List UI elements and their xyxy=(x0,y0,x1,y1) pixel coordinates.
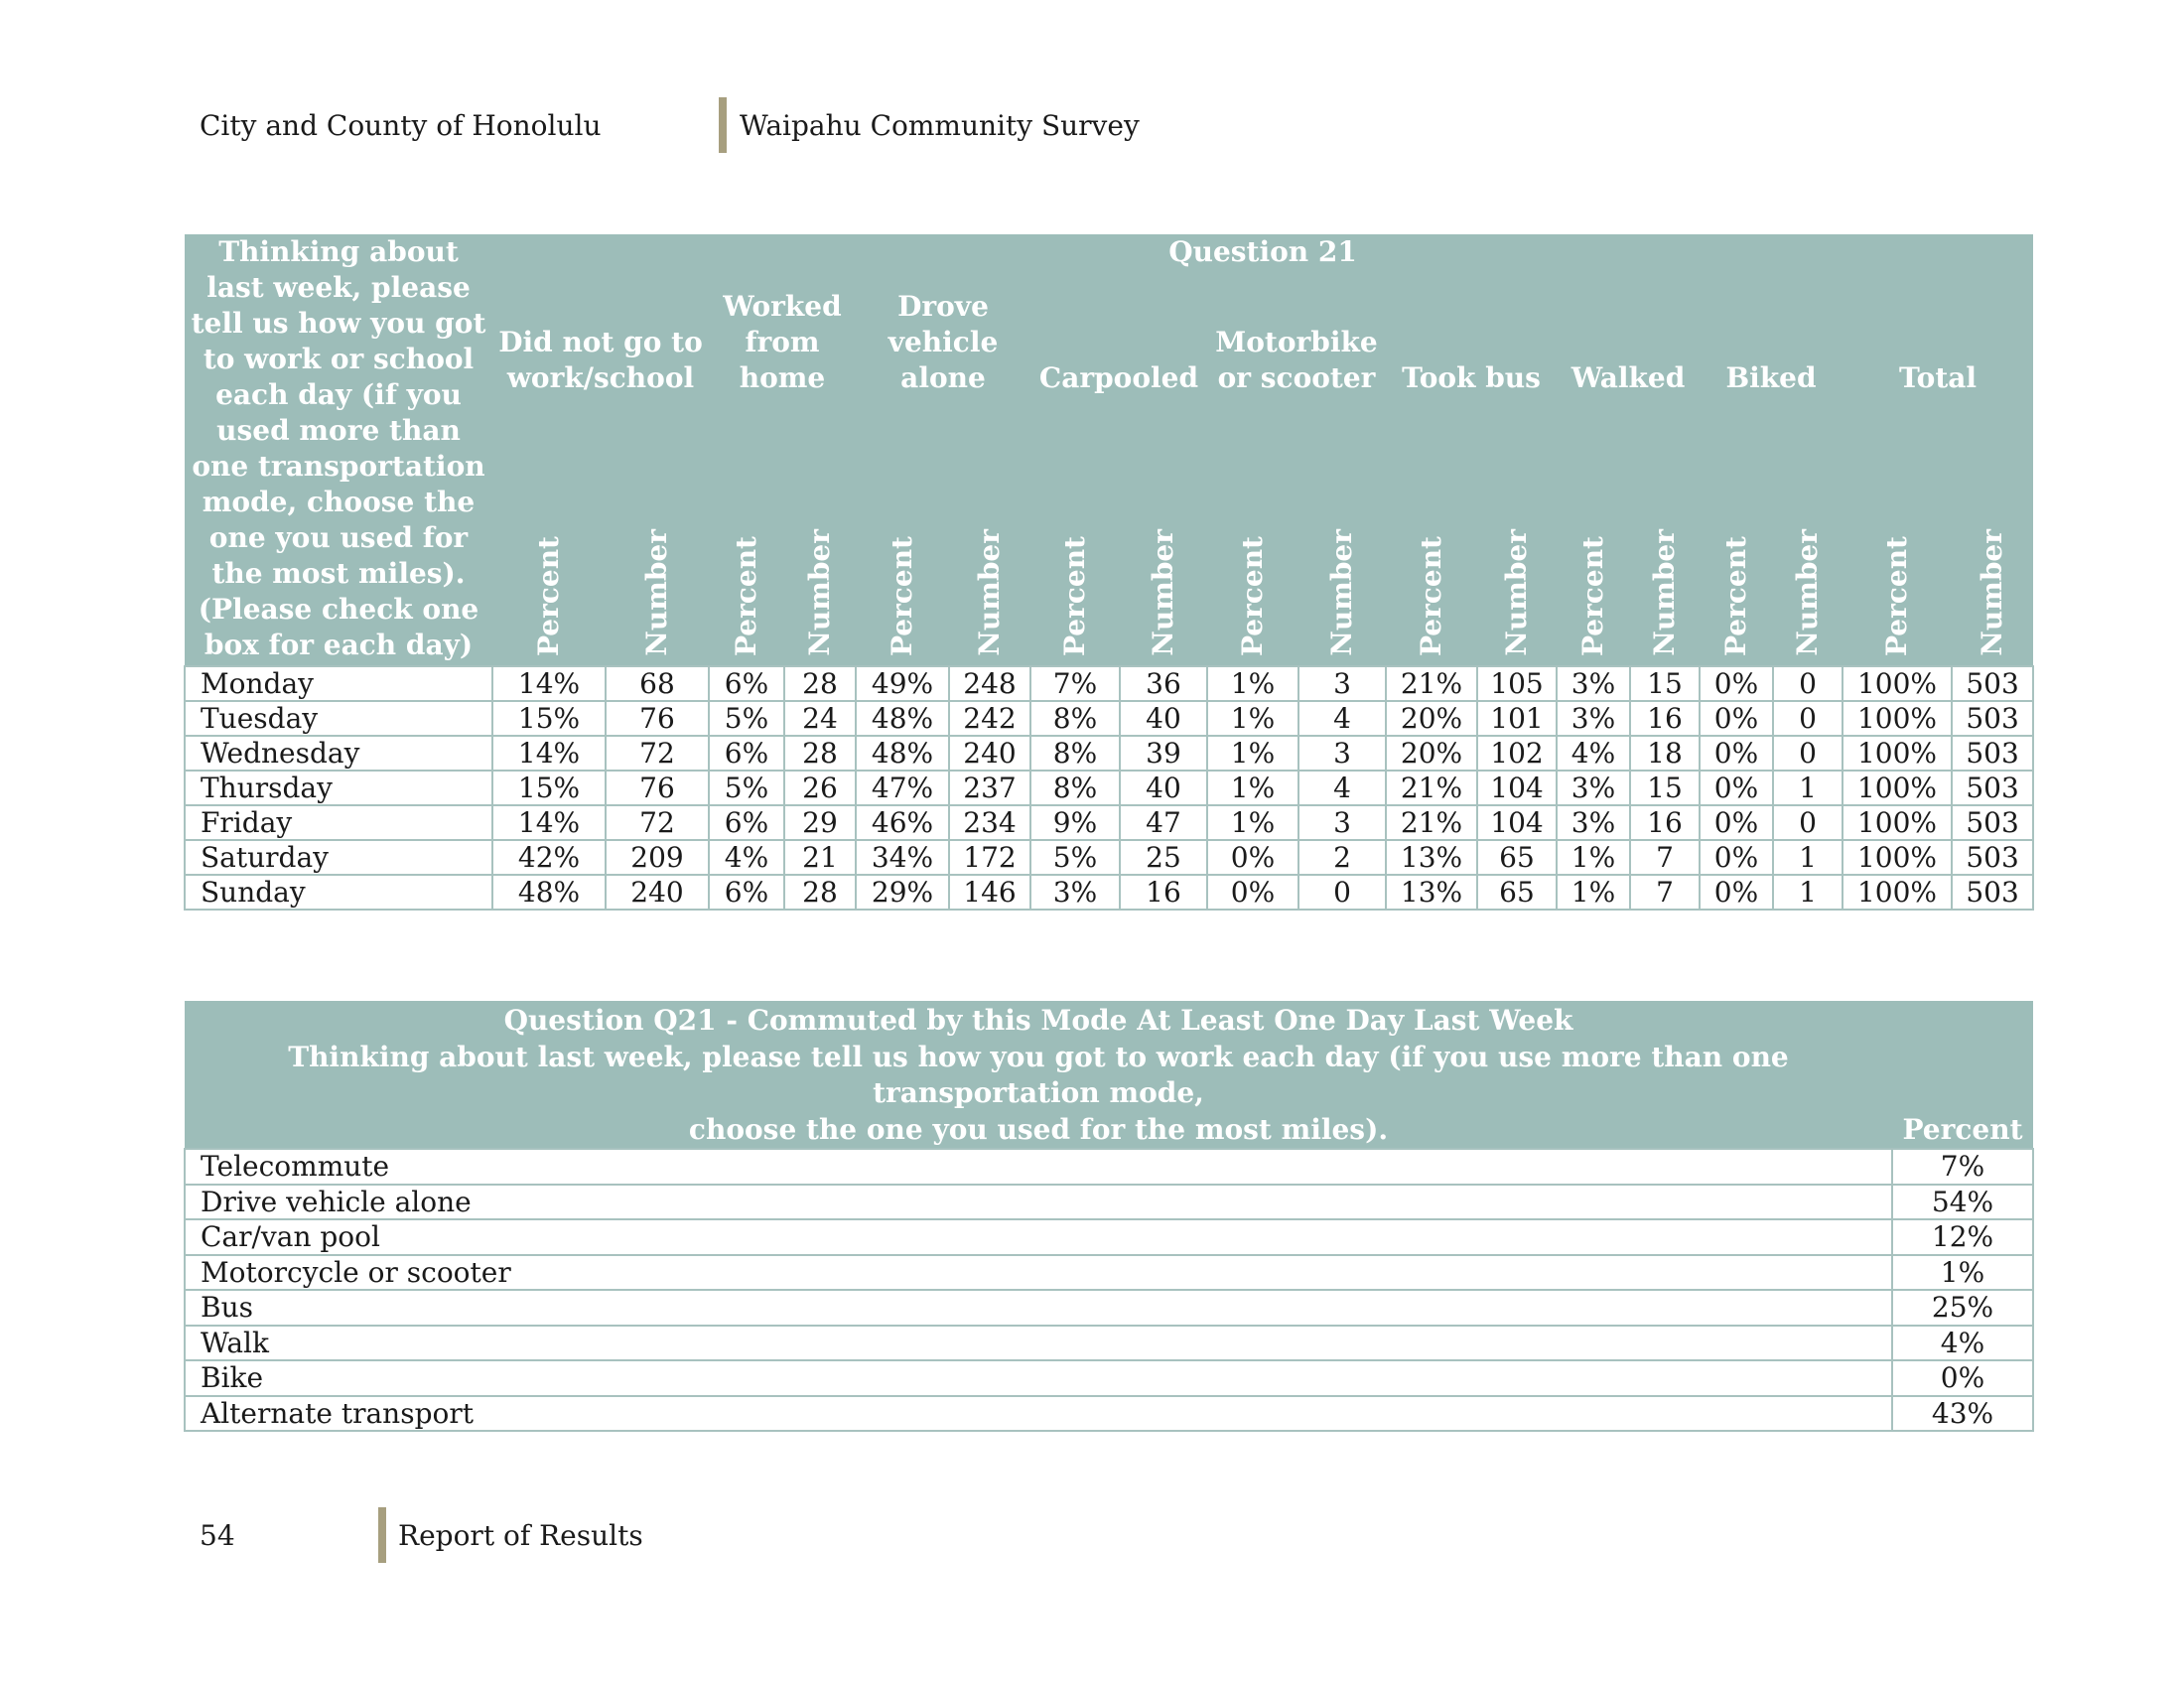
mode-group-header: Did not go to work/school xyxy=(492,277,709,397)
table-cell: 13% xyxy=(1386,875,1477,910)
table-cell: 2 xyxy=(1298,840,1386,875)
table-cell: 16 xyxy=(1630,701,1700,736)
table-cell: 65 xyxy=(1477,840,1557,875)
percent-subheader xyxy=(1386,398,1477,666)
subheader-label: Percent xyxy=(1058,535,1091,656)
table-cell: 29% xyxy=(856,875,949,910)
table-cell: 40 xyxy=(1120,701,1207,736)
table-cell: 503 xyxy=(1952,805,2033,840)
table-cell: 503 xyxy=(1952,771,2033,805)
table-cell: 7 xyxy=(1630,875,1700,910)
table-cell: 76 xyxy=(606,701,709,736)
mode-label: Bus xyxy=(185,1290,1892,1326)
table-row xyxy=(185,736,2033,771)
table-cell: 0% xyxy=(1700,736,1773,771)
number-subheader xyxy=(606,398,709,666)
table-row xyxy=(185,1185,2033,1220)
footer-section-title: Report of Results xyxy=(398,1519,643,1552)
table-cell: 20% xyxy=(1386,701,1477,736)
table-cell: 1% xyxy=(1207,805,1298,840)
table-cell: 240 xyxy=(949,736,1030,771)
table-cell: 503 xyxy=(1952,701,2033,736)
mode-percent: 1% xyxy=(1892,1255,2033,1291)
header-organization: City and County of Honolulu xyxy=(200,109,602,142)
table-cell: 0 xyxy=(1773,666,1843,701)
subheader-label: Percent xyxy=(1719,535,1752,656)
table-cell: 6% xyxy=(709,875,784,910)
table-cell: 0% xyxy=(1207,875,1298,910)
subheader-label: Percent xyxy=(886,535,918,656)
table-cell: 49% xyxy=(856,666,949,701)
table-cell: 47 xyxy=(1120,805,1207,840)
table-cell: 1% xyxy=(1207,736,1298,771)
table-cell: 0% xyxy=(1700,805,1773,840)
percent-subheader xyxy=(1843,398,1952,666)
table-cell: 1% xyxy=(1557,840,1630,875)
number-subheader xyxy=(1120,398,1207,666)
day-label: Thursday xyxy=(185,771,492,805)
number-subheader xyxy=(1773,398,1843,666)
table-cell: 4 xyxy=(1298,771,1386,805)
mode-group-header: Worked from home xyxy=(709,277,856,397)
number-subheader xyxy=(1630,398,1700,666)
table-cell: 21% xyxy=(1386,771,1477,805)
table-cell: 28 xyxy=(784,875,856,910)
table-cell: 34% xyxy=(856,840,949,875)
table-cell: 36 xyxy=(1120,666,1207,701)
subheader-label: Percent xyxy=(1880,535,1913,656)
table-cell: 8% xyxy=(1030,701,1120,736)
table-cell: 0% xyxy=(1700,875,1773,910)
table-cell: 13% xyxy=(1386,840,1477,875)
mode-label: Telecommute xyxy=(185,1149,1892,1185)
subheader-label: Number xyxy=(973,529,1006,656)
table-cell: 503 xyxy=(1952,840,2033,875)
subheader-label: Number xyxy=(640,529,673,656)
table-cell: 3% xyxy=(1557,771,1630,805)
day-label: Tuesday xyxy=(185,701,492,736)
percent-subheader xyxy=(856,398,949,666)
table-cell: 4 xyxy=(1298,701,1386,736)
table-cell: 28 xyxy=(784,736,856,771)
header-divider xyxy=(719,97,727,153)
table-cell: 15 xyxy=(1630,771,1700,805)
table-cell: 242 xyxy=(949,701,1030,736)
subheader-label: Percent xyxy=(1576,535,1609,656)
table-cell: 20% xyxy=(1386,736,1477,771)
mode-label: Car/van pool xyxy=(185,1219,1892,1255)
commute-mode-title-line1: Question Q21 - Commuted by this Mode At Least One Day Last Week xyxy=(503,1004,1573,1037)
table-cell: 104 xyxy=(1477,771,1557,805)
mode-group-header: Carpooled xyxy=(1030,277,1207,397)
table-cell: 100% xyxy=(1843,840,1952,875)
table-row xyxy=(185,1326,2033,1361)
table-cell: 172 xyxy=(949,840,1030,875)
table-cell: 104 xyxy=(1477,805,1557,840)
mode-group-header: Total xyxy=(1843,277,2033,397)
table-cell: 15 xyxy=(1630,666,1700,701)
question-21-table xyxy=(184,234,2034,911)
table-row xyxy=(185,840,2033,875)
table-cell: 3 xyxy=(1298,805,1386,840)
subheader-label: Number xyxy=(803,529,836,656)
table-cell: 234 xyxy=(949,805,1030,840)
table-cell: 6% xyxy=(709,736,784,771)
table-cell: 1% xyxy=(1207,701,1298,736)
number-subheader xyxy=(784,398,856,666)
table-cell: 100% xyxy=(1843,736,1952,771)
table-cell: 1 xyxy=(1773,840,1843,875)
table-cell: 3% xyxy=(1557,805,1630,840)
table-cell: 4% xyxy=(709,840,784,875)
subheader-label: Percent xyxy=(730,535,762,656)
table-cell: 1% xyxy=(1557,875,1630,910)
table-row xyxy=(185,701,2033,736)
page-header xyxy=(0,97,2184,157)
table-cell: 48% xyxy=(856,736,949,771)
percent-subheader xyxy=(492,398,606,666)
table-cell: 8% xyxy=(1030,736,1120,771)
table-row xyxy=(185,1149,2033,1185)
subheader-label: Number xyxy=(1791,529,1824,656)
page-footer xyxy=(0,1507,2184,1567)
table-cell: 3 xyxy=(1298,736,1386,771)
table-cell: 14% xyxy=(492,736,606,771)
table-cell: 100% xyxy=(1843,666,1952,701)
table-cell: 1 xyxy=(1773,771,1843,805)
mode-percent: 43% xyxy=(1892,1396,2033,1432)
day-label: Friday xyxy=(185,805,492,840)
table-cell: 14% xyxy=(492,805,606,840)
table-cell: 0 xyxy=(1773,736,1843,771)
table-cell: 48% xyxy=(856,701,949,736)
subheader-label: Percent xyxy=(1415,535,1447,656)
day-label: Saturday xyxy=(185,840,492,875)
table-cell: 1% xyxy=(1207,666,1298,701)
table-cell: 503 xyxy=(1952,666,2033,701)
table-cell: 209 xyxy=(606,840,709,875)
mode-percent: 25% xyxy=(1892,1290,2033,1326)
table-cell: 18 xyxy=(1630,736,1700,771)
subheader-label: Number xyxy=(1147,529,1179,656)
table-cell: 237 xyxy=(949,771,1030,805)
table-cell: 4% xyxy=(1557,736,1630,771)
header-document-title: Waipahu Community Survey xyxy=(740,109,1140,142)
table-cell: 16 xyxy=(1120,875,1207,910)
table-cell: 1 xyxy=(1773,875,1843,910)
table-cell: 14% xyxy=(492,666,606,701)
mode-group-header: Drove vehicle alone xyxy=(856,277,1030,397)
day-label: Sunday xyxy=(185,875,492,910)
table-cell: 146 xyxy=(949,875,1030,910)
table-cell: 46% xyxy=(856,805,949,840)
table-cell: 47% xyxy=(856,771,949,805)
table-cell: 48% xyxy=(492,875,606,910)
table-cell: 29 xyxy=(784,805,856,840)
mode-group-header: Biked xyxy=(1700,277,1843,397)
table-cell: 28 xyxy=(784,666,856,701)
subheader-label: Number xyxy=(1325,529,1358,656)
mode-label: Drive vehicle alone xyxy=(185,1185,1892,1220)
mode-label: Motorcycle or scooter xyxy=(185,1255,1892,1291)
table-cell: 1% xyxy=(1207,771,1298,805)
table-cell: 240 xyxy=(606,875,709,910)
table-cell: 0% xyxy=(1700,666,1773,701)
mode-percent: 54% xyxy=(1892,1185,2033,1220)
table-cell: 100% xyxy=(1843,701,1952,736)
question-prompt-header: Thinking about last week, please tell us how you got to work or school each day (if you used more than one transportation mode, choose the one you used for the most miles). (Please check one box for each day) xyxy=(185,234,492,666)
table-cell: 0 xyxy=(1298,875,1386,910)
mode-group-header: Motorbike or scooter xyxy=(1207,277,1386,397)
subheader-label: Percent xyxy=(1236,535,1269,656)
subheader-label: Percent xyxy=(532,535,565,656)
table-cell: 7% xyxy=(1030,666,1120,701)
table-cell: 42% xyxy=(492,840,606,875)
table-cell: 3% xyxy=(1557,701,1630,736)
mode-percent: 12% xyxy=(1892,1219,2033,1255)
table-cell: 72 xyxy=(606,736,709,771)
percent-subheader xyxy=(1557,398,1630,666)
table-cell: 7 xyxy=(1630,840,1700,875)
table-cell: 5% xyxy=(709,771,784,805)
table-cell: 100% xyxy=(1843,771,1952,805)
page-number: 54 xyxy=(200,1519,235,1552)
number-subheader xyxy=(1477,398,1557,666)
number-subheader xyxy=(1952,398,2033,666)
table-cell: 0% xyxy=(1700,771,1773,805)
percent-subheader xyxy=(1207,398,1298,666)
table-cell: 5% xyxy=(1030,840,1120,875)
table-cell: 100% xyxy=(1843,805,1952,840)
percent-subheader xyxy=(709,398,784,666)
table-cell: 0% xyxy=(1207,840,1298,875)
table-cell: 26 xyxy=(784,771,856,805)
mode-label: Walk xyxy=(185,1326,1892,1361)
table-cell: 40 xyxy=(1120,771,1207,805)
number-subheader xyxy=(949,398,1030,666)
table-cell: 39 xyxy=(1120,736,1207,771)
percent-subheader xyxy=(1030,398,1120,666)
table-cell: 21 xyxy=(784,840,856,875)
table-cell: 0% xyxy=(1700,701,1773,736)
mode-group-header: Took bus xyxy=(1386,277,1557,397)
subheader-label: Number xyxy=(1648,529,1681,656)
table-cell: 101 xyxy=(1477,701,1557,736)
percent-subheader xyxy=(1700,398,1773,666)
table-cell: 503 xyxy=(1952,875,2033,910)
mode-percent: 0% xyxy=(1892,1360,2033,1396)
table-row xyxy=(185,1396,2033,1432)
table-cell: 105 xyxy=(1477,666,1557,701)
mode-group-header: Walked xyxy=(1557,277,1700,397)
table-cell: 24 xyxy=(784,701,856,736)
mode-label: Bike xyxy=(185,1360,1892,1396)
number-subheader xyxy=(1298,398,1386,666)
subheader-label: Number xyxy=(1500,529,1533,656)
table-cell: 0 xyxy=(1773,701,1843,736)
table-cell: 6% xyxy=(709,805,784,840)
mode-percent: 4% xyxy=(1892,1326,2033,1361)
table-cell: 0% xyxy=(1700,840,1773,875)
table-cell: 15% xyxy=(492,771,606,805)
mode-label: Alternate transport xyxy=(185,1396,1892,1432)
table-cell: 102 xyxy=(1477,736,1557,771)
table-cell: 21% xyxy=(1386,666,1477,701)
table-row xyxy=(185,875,2033,910)
table-cell: 21% xyxy=(1386,805,1477,840)
table-cell: 503 xyxy=(1952,736,2033,771)
table-row xyxy=(185,1255,2033,1291)
table-cell: 16 xyxy=(1630,805,1700,840)
commute-mode-title-line2: Thinking about last week, please tell us how you got to work each day (if you use more than one transportation mode, xyxy=(288,1040,1789,1109)
table-cell: 100% xyxy=(1843,875,1952,910)
table-cell: 248 xyxy=(949,666,1030,701)
table-cell: 0 xyxy=(1773,805,1843,840)
day-label: Wednesday xyxy=(185,736,492,771)
table-cell: 3 xyxy=(1298,666,1386,701)
table-cell: 3% xyxy=(1557,666,1630,701)
commute-mode-title-line3: choose the one you used for the most miles). xyxy=(688,1112,1389,1146)
table-cell: 8% xyxy=(1030,771,1120,805)
day-label: Monday xyxy=(185,666,492,701)
table-cell: 6% xyxy=(709,666,784,701)
table-row xyxy=(185,1219,2033,1255)
table-cell: 72 xyxy=(606,805,709,840)
table-title: Question 21 xyxy=(492,234,2033,277)
table-cell: 5% xyxy=(709,701,784,736)
percent-column-header: Percent xyxy=(1892,1001,2033,1149)
table-row xyxy=(185,1290,2033,1326)
table-cell: 15% xyxy=(492,701,606,736)
mode-percent: 7% xyxy=(1892,1149,2033,1185)
table-row xyxy=(185,1360,2033,1396)
table-cell: 3% xyxy=(1030,875,1120,910)
commute-mode-title xyxy=(185,1001,1892,1149)
table-cell: 65 xyxy=(1477,875,1557,910)
subheader-label: Number xyxy=(1976,529,2009,656)
table-row xyxy=(185,666,2033,701)
table-cell: 9% xyxy=(1030,805,1120,840)
commute-mode-table xyxy=(184,1001,2034,1432)
table-cell: 76 xyxy=(606,771,709,805)
table-row xyxy=(185,805,2033,840)
footer-divider xyxy=(378,1507,386,1563)
table-row xyxy=(185,771,2033,805)
table-cell: 25 xyxy=(1120,840,1207,875)
table-cell: 68 xyxy=(606,666,709,701)
